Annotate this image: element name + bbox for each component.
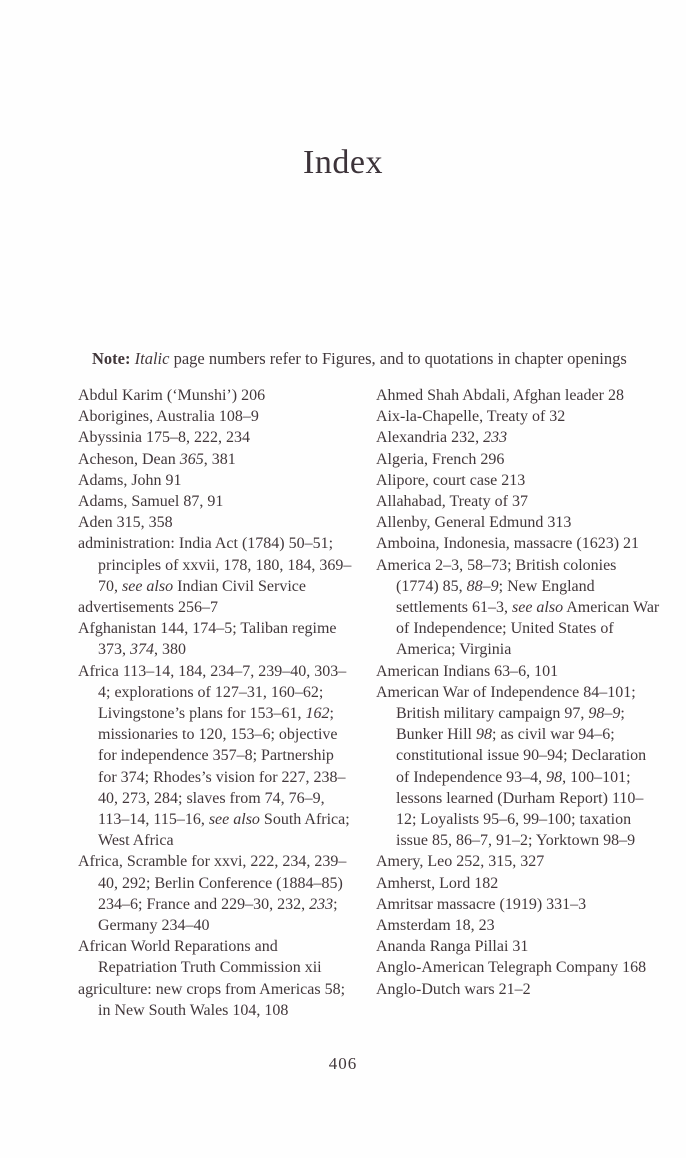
text-run: page numbers refer to Figures, and to quotations in chapter openings (169, 349, 627, 368)
index-entry (376, 533, 662, 554)
text-run: administration: India Act (1784) 50–51; principles of xxvii, 178, 180, 184, 369–70, (78, 535, 352, 595)
text-run: Amherst, Lord 182 (376, 874, 499, 892)
text-run: Amritsar massacre (1919) 331–3 (376, 895, 587, 913)
text-run: Anglo-American Telegraph Company 168 (376, 959, 647, 977)
text-run: see also (511, 599, 564, 617)
text-run: Allenby, General Edmund 313 (376, 514, 572, 532)
index-entry (376, 851, 662, 872)
index-entry (78, 427, 356, 448)
index-entry (78, 661, 356, 852)
index-entry (376, 894, 662, 915)
index-entry (78, 512, 356, 533)
text-run: Aden 315, 358 (78, 514, 173, 532)
text-run: 233 (483, 429, 508, 447)
index-entry (78, 979, 356, 1021)
text-run: agriculture: new crops from Americas 58; in New South Wales 104, 108 (78, 980, 346, 1019)
text-run: advertisements 256–7 (78, 599, 218, 617)
index-entry (376, 915, 662, 936)
text-run: Amsterdam 18, 23 (376, 917, 495, 935)
text-run: Ananda Ranga Pillai 31 (376, 938, 529, 956)
text-run: 365 (179, 450, 204, 468)
text-run: Alipore, court case 213 (376, 471, 526, 489)
text-run: American War of Independence 84–101; British military campaign 97, (376, 683, 636, 723)
text-run: 88–9 (466, 577, 499, 595)
index-column-right (376, 385, 662, 1000)
index-entry (78, 470, 356, 491)
text-run: Alexandria 232, (376, 429, 484, 447)
page-title: Index (303, 144, 383, 181)
text-run: see also (208, 811, 260, 829)
text-run: 98–9 (588, 705, 621, 723)
index-entry (78, 406, 356, 427)
page-number: 406 (328, 1054, 358, 1073)
text-run: 233 (309, 895, 334, 913)
text-run: American Indians 63–6, 101 (376, 662, 559, 680)
index-entry (78, 533, 356, 597)
index-entry (376, 873, 662, 894)
index-entry (376, 470, 662, 491)
text-run: Africa, Scramble for xxvi, 222, 234, 239–40, 292; Berlin Conference (1884–85) 234–6; France and 229–30, 232, (78, 853, 347, 913)
text-run: 374 (130, 641, 154, 659)
index-entry (78, 936, 356, 978)
text-run: Amery, Leo 252, 315, 327 (376, 853, 545, 871)
index-entry (78, 449, 356, 470)
text-run: Indian Civil Service (173, 577, 306, 595)
text-run: Adams, Samuel 87, 91 (78, 493, 224, 511)
index-entry (376, 936, 662, 957)
text-run: America 2–3, 58–73; British colonies (1774) 85, (376, 556, 617, 595)
index-entry (78, 618, 356, 660)
text-run: , 100–101; lessons learned (Durham Report) 110–12; Loyalists 95–6, 99–100; taxation issue 85, 86–7, 91–2; Yorktown 98–9 (396, 768, 644, 850)
text-run: Afghanistan 144, 174–5; Taliban regime 373, (78, 620, 337, 659)
text-run: , 380 (154, 641, 186, 659)
index-entry (376, 491, 662, 512)
text-run: 162 (305, 705, 330, 723)
index-entry (78, 851, 356, 936)
index-entry (78, 597, 356, 618)
text-run: African World Reparations and Repatriation Truth Commission xii (78, 938, 322, 977)
text-run: see also (122, 577, 174, 595)
text-run: Ahmed Shah Abdali, Afghan leader 28 (376, 387, 624, 404)
index-entry (376, 449, 662, 470)
text-run: Amboina, Indonesia, massacre (1623) 21 (376, 535, 640, 553)
index-entry (376, 512, 662, 533)
text-run: Allahabad, Treaty of 37 (376, 493, 528, 511)
text-run: South Africa; West Africa (98, 811, 350, 850)
text-run: , 381 (203, 450, 236, 468)
text-run: ; missionaries to 120, 153–6; objective for independence 357–8; Partnership for 374; Rhodes’s vision for 227, 238–40, 273, 284; slaves from 74, 76–9, 113–14, 115–16, (98, 705, 346, 829)
index-entry (376, 682, 662, 852)
text-run: ; New England settlements 61–3, (396, 577, 595, 617)
index-column-left (78, 385, 356, 1021)
index-entry (78, 491, 356, 512)
text-run: Algeria, French 296 (376, 450, 505, 468)
text-run: 98 (546, 768, 563, 786)
text-run: Abdul Karim (‘Munshi’) 206 (78, 387, 266, 404)
index-entry (376, 555, 662, 661)
index-entry (376, 385, 662, 406)
text-run: Aborigines, Australia 108–9 (78, 408, 259, 426)
text-run: Italic (134, 349, 170, 368)
text-run: Acheson, Dean (78, 450, 180, 468)
text-run: Abyssinia 175–8, 222, 234 (78, 429, 250, 447)
text-run: ; as civil war 94–6; constitutional issue 90–94; Declaration of Independence 93–4, (396, 726, 647, 786)
index-entry (376, 427, 662, 448)
text-run: 98 (476, 726, 492, 744)
text-run: Note: (92, 349, 131, 368)
note (92, 348, 652, 369)
index-entry (376, 979, 662, 1000)
index-entry (78, 385, 356, 406)
text-run: Anglo-Dutch wars 21–2 (376, 980, 531, 998)
text-run: American War of Independence; United States of America; Virginia (396, 599, 660, 659)
text-run: Africa 113–14, 184, 234–7, 239–40, 303–4; explorations of 127–31, 160–62; Livingstone’s plans for 153–61, (78, 662, 347, 723)
text-run: ; Bunker Hill (396, 705, 625, 744)
text-run: ; Germany 234–40 (98, 895, 338, 935)
index-entry (376, 406, 662, 427)
index-entry (376, 957, 662, 978)
index-entry (376, 661, 662, 682)
text-run: Aix-la-Chapelle, Treaty of 32 (376, 408, 566, 426)
index-columns (78, 385, 662, 1021)
text-run: Adams, John 91 (78, 471, 182, 489)
